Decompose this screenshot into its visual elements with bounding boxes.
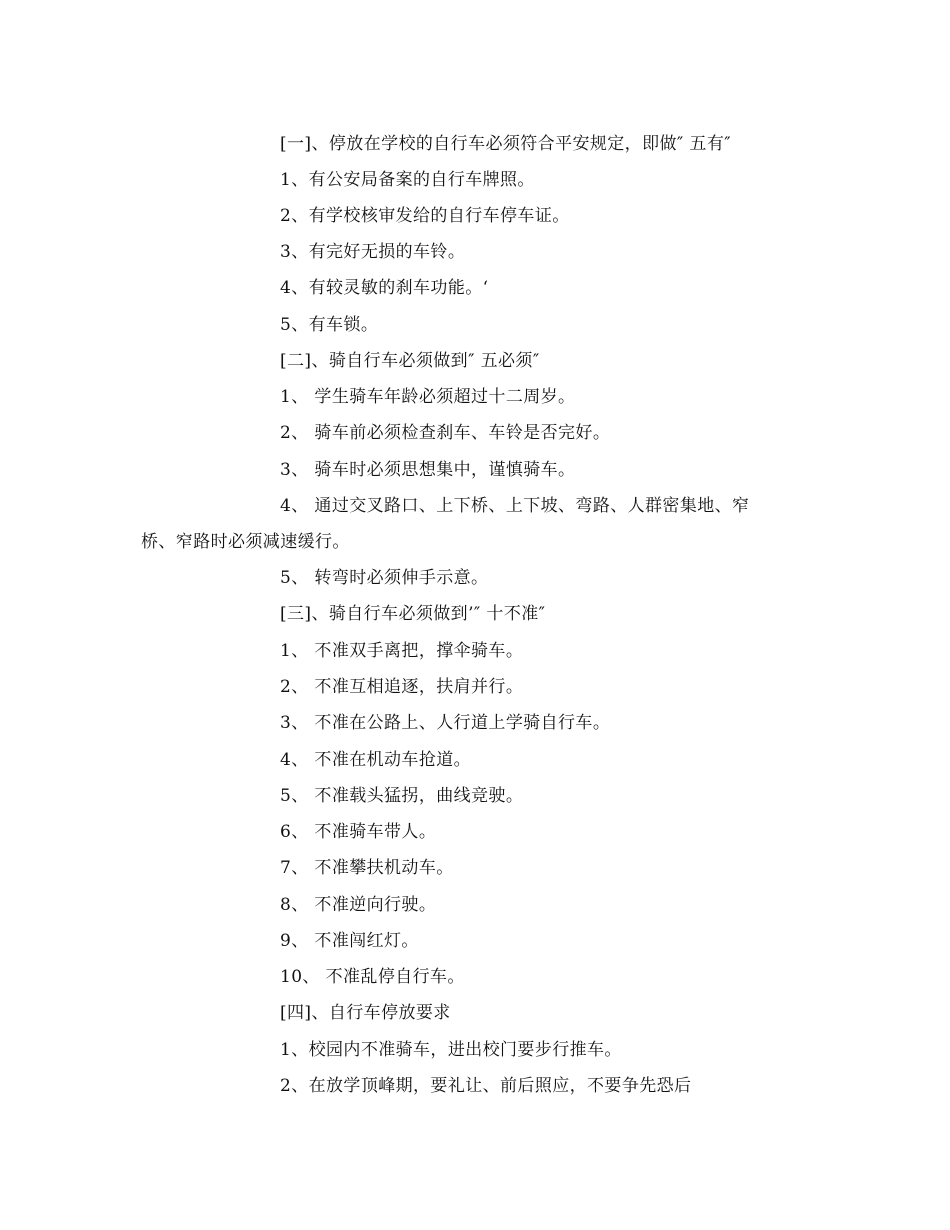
list-item: 1、有公安局备案的自行车牌照。 [280, 170, 535, 190]
list-item: 3、有完好无损的车铃。 [280, 242, 466, 262]
list-item: 9、 不准闯红灯。 [280, 931, 419, 951]
list-item: 2、 骑车前必须检查刹车、车铃是否完好。 [280, 423, 611, 443]
list-item: 5、 转弯时必须伸手示意。 [280, 568, 489, 588]
list-item: 3、 骑车时必须思想集中，谨慎骑车。 [280, 460, 576, 480]
list-item: 4、 通过交叉路口、上下桥、上下坡、弯路、人群密集地、窄 [280, 496, 750, 516]
list-item: 4、 不准在机动车抢道。 [280, 750, 472, 770]
list-item-continuation: 桥、窄路时必须减速缓行。 [141, 532, 350, 552]
list-item: 5、 不准载头猛拐，曲线竞驶。 [280, 786, 524, 806]
list-item: 1、 不准双手离把，撑伞骑车。 [280, 641, 524, 661]
section-heading-3: [三]、骑自行车必须做到’″ 十不准″ [280, 604, 546, 624]
section-heading-1: [一]、停放在学校的自行车必须符合平安规定，即做″ 五有″ [280, 134, 731, 154]
list-item: 1、校园内不准骑车，进出校门要步行推车。 [280, 1040, 622, 1060]
list-item: 2、有学校核审发给的自行车停车证。 [280, 206, 570, 226]
section-heading-2: [二]、骑自行车必须做到″ 五必须″ [280, 351, 540, 371]
list-item: 2、在放学顶峰期，要礼让、前后照应，不要争先恐后 [280, 1076, 692, 1096]
list-item: 1、 学生骑车年龄必须超过十二周岁。 [280, 387, 576, 407]
section-heading-4: [四]、自行车停放要求 [280, 1003, 451, 1023]
list-item: 7、 不准攀扶机动车。 [280, 858, 454, 878]
list-item: 5、有车锁。 [280, 315, 379, 335]
list-item: 3、 不准在公路上、人行道上学骑自行车。 [280, 713, 611, 733]
list-item: 8、 不准逆向行驶。 [280, 895, 437, 915]
list-item: 6、 不准骑车带人。 [280, 822, 437, 842]
list-item: 2、 不准互相追逐，扶肩并行。 [280, 677, 524, 697]
list-item: 10、 不准乱停自行车。 [280, 967, 465, 987]
list-item: 4、有较灵敏的刹车功能。‘ [280, 278, 489, 298]
